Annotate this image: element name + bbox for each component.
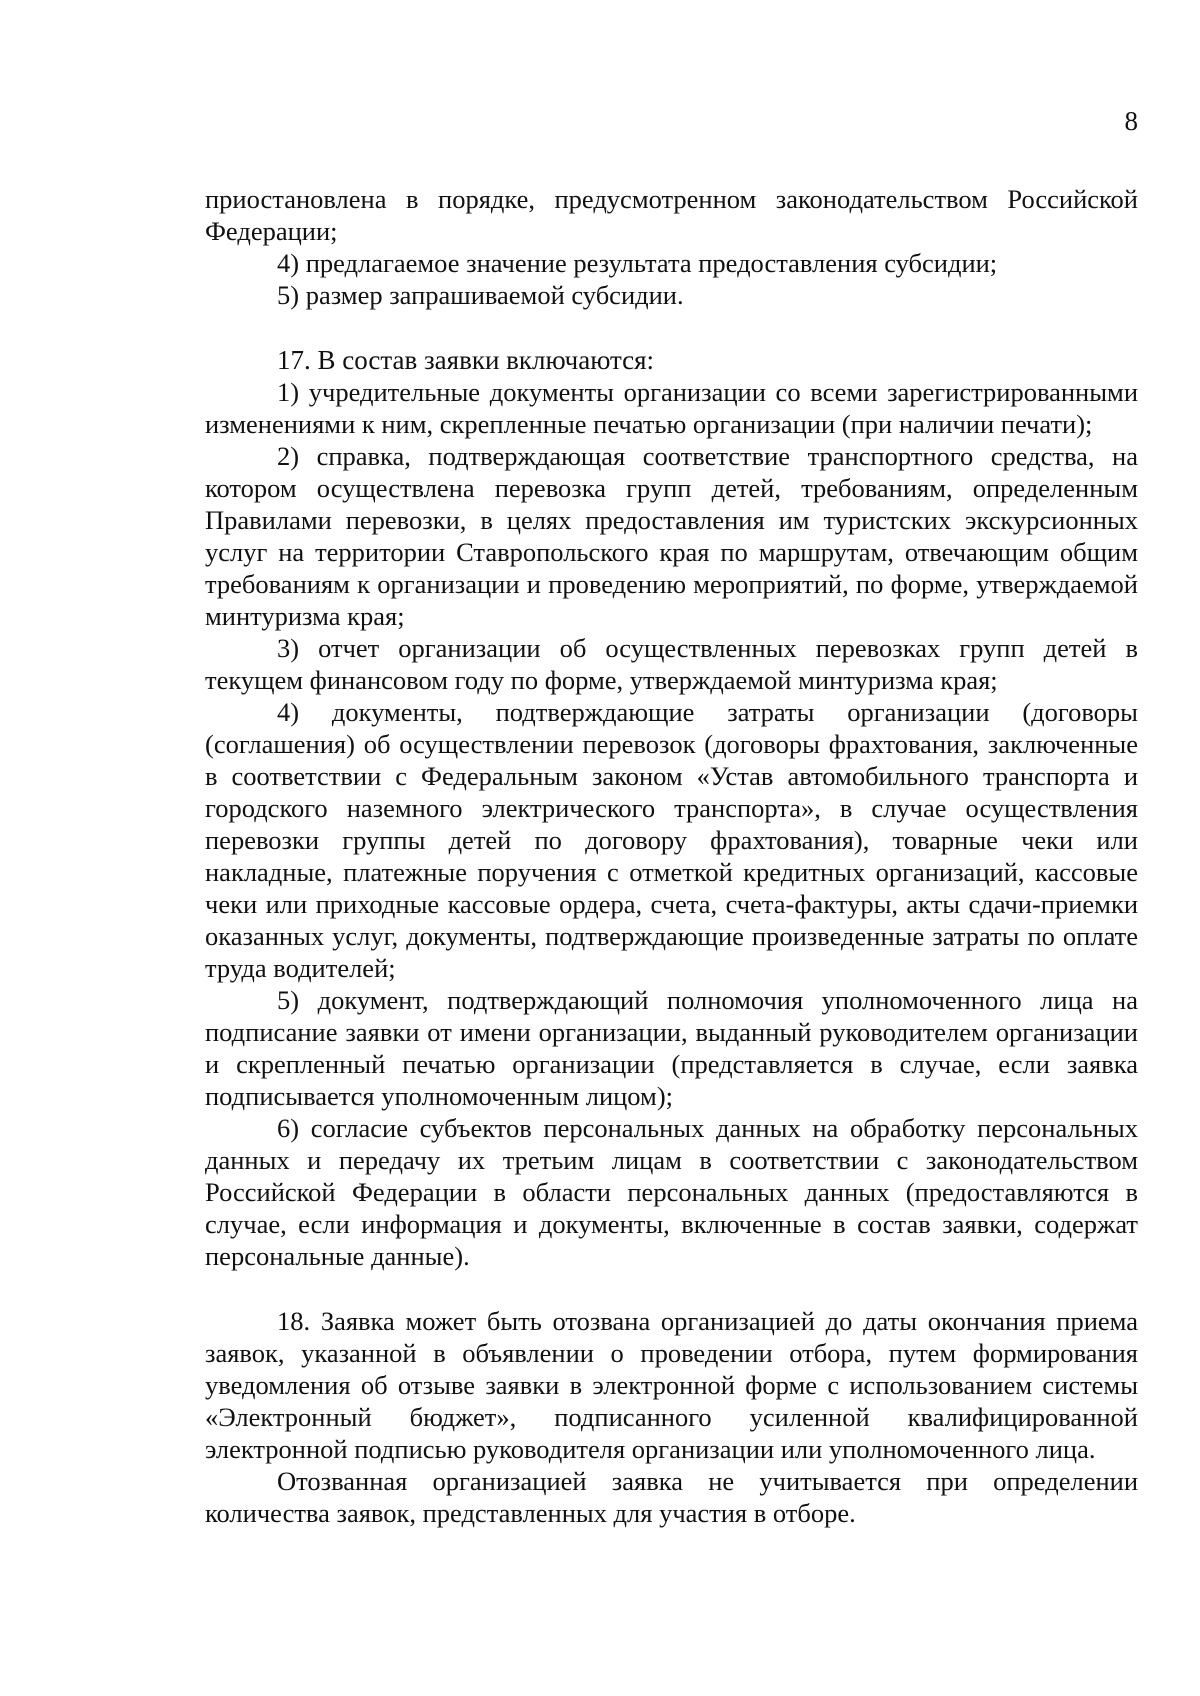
list-item-17-4: 4) документы, подтверждающие затраты организации (договоры (соглашения) об осуществлении перевозок (договоры фрахтования, заключенные в соответствии с Федеральным законом «Устав автомобильного транспорта и городского наземного электрического транспорта», в случае осуществления перевозки группы детей по договору фрахтования), товарные чеки или накладные, платежные поручения с отметкой кредитных организаций, кассовые чеки или приходные кассовые ордера, счета, счета-фактуры, акты сдачи-приемки оказанных услуг, документы, подтверждающие произведенные затраты по оплате труда водителей; (205, 697, 1138, 983)
section-18-note: Отозванная организацией заявка не учитывается при определении количества заявок, представленных для участия в отборе. (205, 1466, 1138, 1528)
section-17-heading: 17. В состав заявки включаются: (277, 345, 655, 375)
list-item-17-5: 5) документ, подтверждающий полномочия уполномоченного лица на подписание заявки от имени организации, выданный руководителем организации и скрепленный печатью организации (представляется в случае, если заявка подписывается уполномоченным лицом); (205, 985, 1138, 1111)
section-18-paragraph: 18. Заявка может быть отозвана организацией до даты окончания приема заявок, указанной в объявлении о проведении отбора, путем формирования уведомления об отзыве заявки в электронной форме с использованием системы «Электронный бюджет», подписанного усиленной квалифицированной электронной подписью руководителя организации или уполномоченного лица. (205, 1306, 1138, 1464)
document-body (205, 183, 1138, 1529)
list-item-17-1: 1) учредительные документы организации со всеми зарегистрированными изменениями к ним, скрепленные печатью организации (при наличии печати); (205, 377, 1138, 439)
page-number: 8 (1124, 106, 1138, 136)
list-item-17-2: 2) справка, подтверждающая соответствие транспортного средства, на котором осуществлена перевозка групп детей, требованиям, определенным Правилами перевозки, в целях предоставления им туристских экскурсионных услуг на территории Ставропольского края по маршрутам, отвечающим общим требованиям к организации и проведению мероприятий, по форме, утверждаемой минтуризма края; (205, 441, 1138, 631)
list-item-17-3: 3) отчет организации об осуществленных перевозках групп детей в текущем финансовом году по форме, утверждаемой минтуризма края; (205, 633, 1138, 695)
list-item-17-6: 6) согласие субъектов персональных данных на обработку персональных данных и передачу их третьим лицам в соответствии с законодательством Российской Федерации в области персональных данных (предоставляются в случае, если информация и документы, включенные в состав заявки, содержат персональные данные). (205, 1113, 1138, 1271)
list-item-16-4: 4) предлагаемое значение результата предоставления субсидии; (277, 248, 998, 278)
list-item-16-5: 5) размер запрашиваемой субсидии. (277, 280, 684, 310)
paragraph-continuation: приостановлена в порядке, предусмотренном законодательством Российской Федерации; (205, 184, 1138, 246)
